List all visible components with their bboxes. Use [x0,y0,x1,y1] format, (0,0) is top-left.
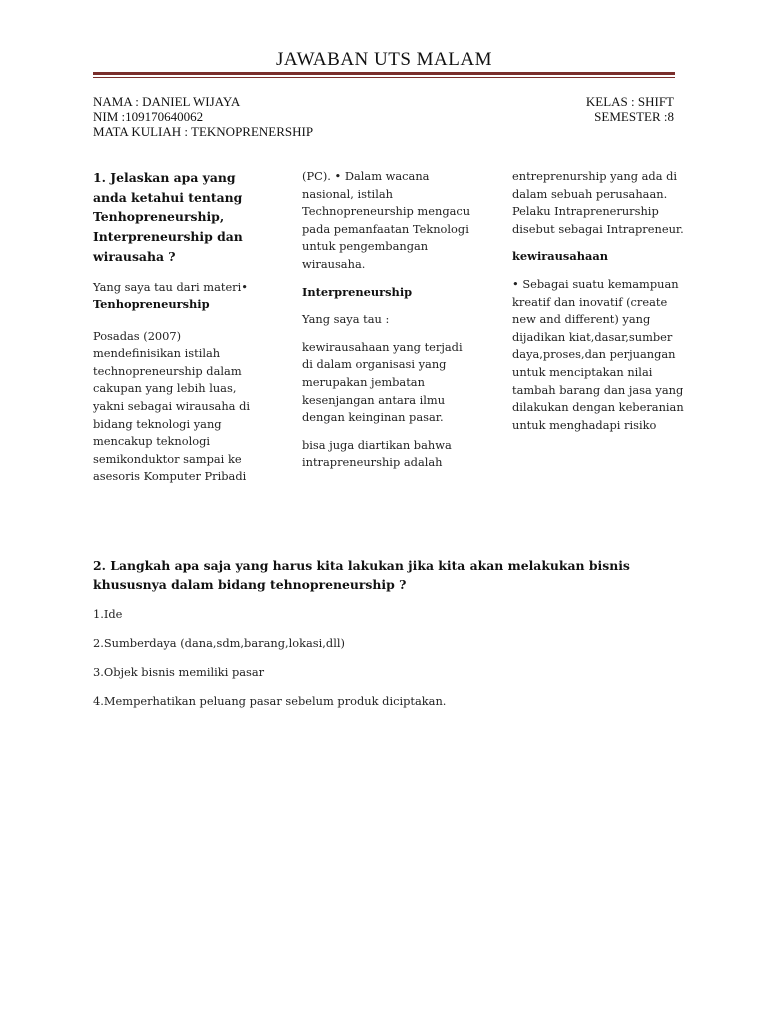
column-3 [512,168,692,444]
column-2 [302,168,472,482]
answer-item: 1.Ide [93,607,123,621]
term-kewirausahaan: kewirausahaan [512,249,609,264]
q1-paragraph-4: • Sebagai suatu kemampuan kreatif dan inovatif (create new and different) yang dijadikan kiat,dasar,sumber daya,proses,dan perjuangan untuk menciptakan nilai tambah barang dan jasa yang dilakukan dengan keberanian untuk menghadapi risiko [512,276,684,432]
column-1 [93,168,263,496]
answer-item: 4.Memperhatikan peluang pasar sebelum produk diciptakan. [93,694,447,708]
title-rule-thin [93,77,675,78]
q1-paragraph-2: kewirausahaan yang terjadi di dalam organisasi yang merupakan jembatan kesenjangan antara ilmu dengan keinginan pasar. [302,339,463,425]
page-title: JAWABAN UTS MALAM [276,49,492,70]
q1-intro [93,279,263,314]
section-question-2 [93,556,693,722]
term-tenhopreneurship: Tenhopreneurship [93,297,210,312]
course-name: MATA KULIAH : TEKNOPRENERSHIP [93,124,314,139]
class-info [586,94,674,124]
semester-label: SEMESTER :8 [594,109,674,124]
answer-item: 3.Objek bisnis memiliki pasar [93,665,265,679]
question-2: 2. Langkah apa saja yang harus kita lakukan jika kita akan melakukan bisnis khususnya dalam bidang tehnopreneurship ? [93,558,630,592]
q1-intro-2: Yang saya tau : [302,312,390,327]
question-1: 1. Jelaskan apa yang anda ketahui tentang Tenhopreneurship, Interpreneurship dan wirausaha ? [93,170,243,264]
title-rule-thick [93,72,675,75]
q1-paragraph-3-continued: entreprenurship yang ada di dalam sebuah perusahaan. Pelaku Intraprenerurship disebut sebagai Intrapreneur. [512,169,684,236]
term-interpreneurship: Interpreneurship [302,284,413,299]
q1-paragraph-3: bisa juga diartikan bahwa intrapreneurship adalah [302,437,452,470]
answer-item: 2.Sumberdaya (dana,sdm,barang,lokasi,dll) [93,636,345,650]
student-nim: NIM :109170640062 [93,109,204,124]
q1-intro-text: Yang saya tau dari materi• [93,279,248,294]
q1-paragraph-1-continued: (PC). • Dalam wacana nasional, istilah Technopreneurship mengacu pada pemanfaatan Teknologi untuk pengembangan wirausaha. [302,169,471,271]
class-label: KELAS : SHIFT [585,94,674,109]
q1-paragraph-1: Posadas (2007) mendefinisikan istilah technopreneurship dalam cakupan yang lebih luas, yakni sebagai wirausaha di bidang teknologi yang mencakup teknologi semikonduktor sampai ke asesoris Komputer Pribadi [93,328,251,484]
student-info [93,94,313,139]
student-name: NAMA : DANIEL WIJAYA [93,94,241,109]
